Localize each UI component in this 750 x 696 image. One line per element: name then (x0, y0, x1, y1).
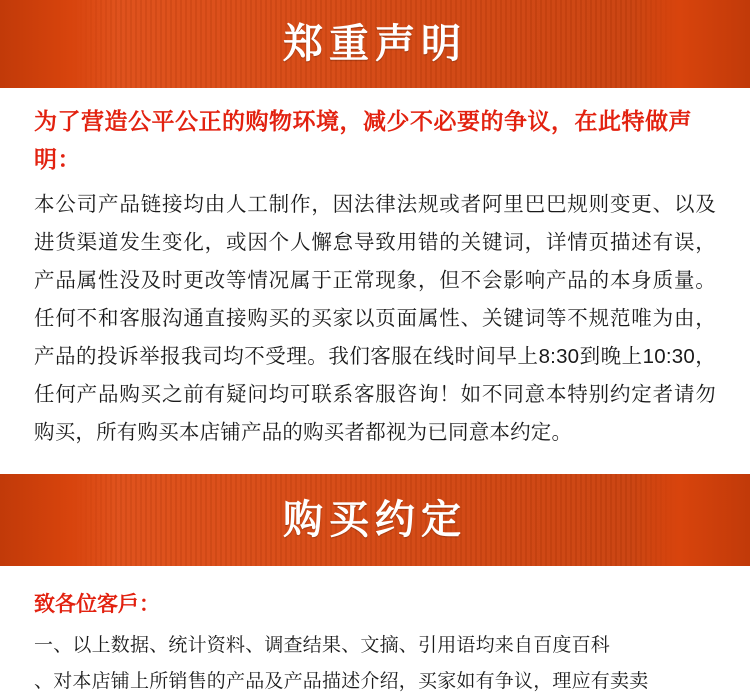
purchase-agreement-list (34, 622, 716, 696)
list-item: 一、以上数据、统计资料、调查结果、文摘、引用语均来自百度百科 (34, 635, 611, 656)
list-item: 、对本店铺上所销售的产品及产品描述介绍，买家如有争议，理应有卖卖 (34, 671, 649, 692)
statement-banner-title: 郑重声明 (283, 22, 467, 66)
purchase-agreement-banner (0, 474, 750, 566)
purchase-agreement-content (0, 566, 750, 696)
statement-banner (0, 0, 750, 88)
statement-headline: 为了营造公平公正的购物环境，减少不必要的争议，在此特做声明： (34, 108, 692, 172)
purchase-agreement-subhead: 致各位客戶： (34, 593, 160, 616)
purchase-agreement-banner-title: 购买约定 (283, 498, 467, 542)
statement-content (0, 88, 750, 452)
statement-body: 本公司产品链接均由人工制作，因法律法规或者阿里巴巴规则变更、以及进货渠道发生变化，或因个人懈怠导致用错的关键词，详情页描述有误，产品属性没及时更改等情况属于正常现象，但不会影响产品的本身质量。任何不和客服沟通直接购买的买家以页面属性、关键词等不规范唯为由，产品的投诉举报我司均不受理。我们客服在线时间早上8:30到晚上10:30，任何产品购买之前有疑问均可联系客服咨询！如不同意本特别约定者请勿购买，所有购买本店铺产品的购买者都视为已同意本约定。 (34, 193, 716, 444)
